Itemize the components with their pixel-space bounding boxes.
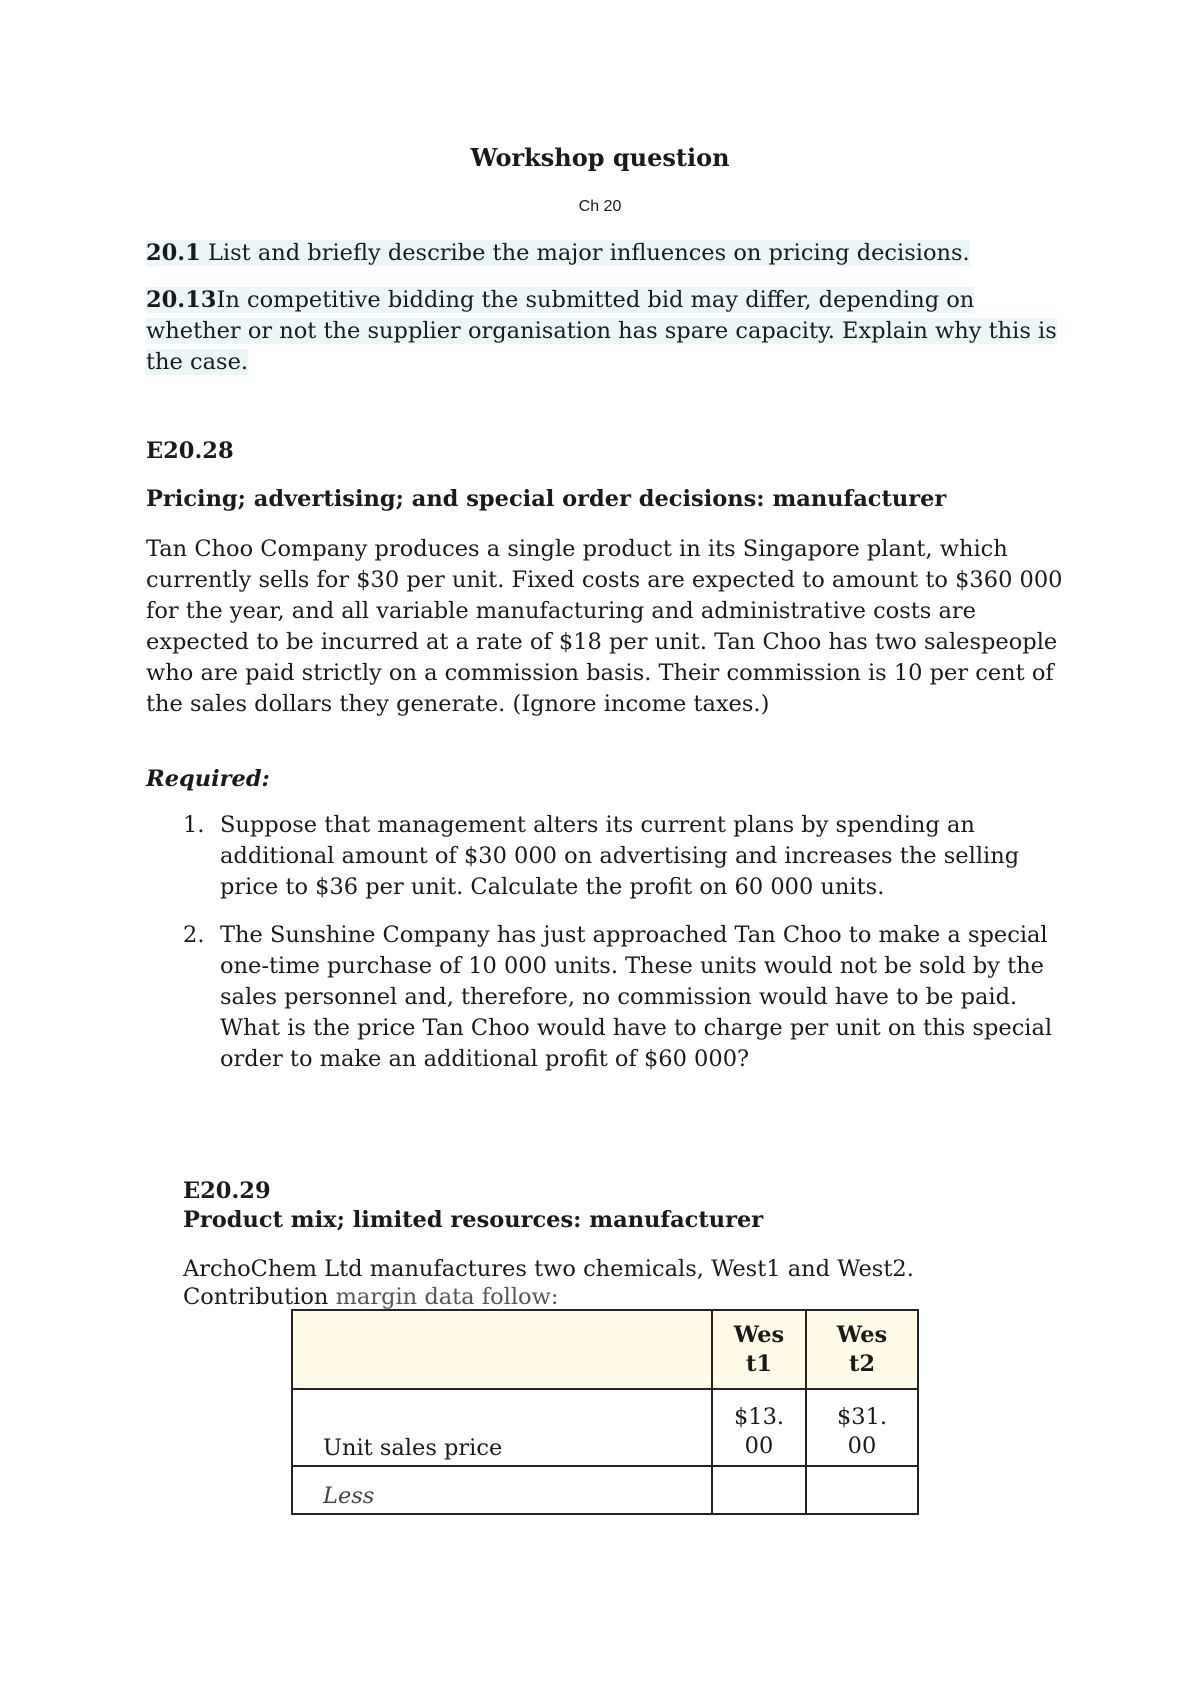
table-cell bbox=[292, 1466, 712, 1514]
table-cell bbox=[712, 1389, 806, 1466]
table-cell bbox=[806, 1466, 918, 1514]
cell-line: 00 bbox=[744, 1433, 774, 1459]
cell-line: $31. bbox=[836, 1404, 888, 1430]
required-list bbox=[180, 810, 1080, 903]
list-number: 2. bbox=[183, 922, 205, 948]
exercise-code: E20.29 bbox=[183, 1178, 271, 1204]
required-list-2 bbox=[180, 920, 1080, 1075]
cell-value bbox=[713, 1403, 805, 1465]
required-label: Required: bbox=[146, 766, 270, 792]
table-row bbox=[292, 1389, 918, 1466]
table-header-cell bbox=[806, 1310, 918, 1389]
table-cell bbox=[292, 1389, 712, 1466]
body-text: margin data follow: bbox=[335, 1284, 559, 1310]
table-cell bbox=[712, 1466, 806, 1514]
exercise-heading: Pricing; advertising; and special order decisions: manufacturer bbox=[146, 486, 947, 512]
cell-line: 00 bbox=[847, 1433, 877, 1459]
header-text: t1 bbox=[745, 1350, 773, 1377]
list-number: 1. bbox=[183, 812, 205, 838]
table-row bbox=[292, 1466, 918, 1514]
exercise-body bbox=[183, 1255, 1083, 1311]
row-label: Unit sales price bbox=[323, 1435, 503, 1461]
exercise-body: Tan Choo Company produces a single product in its Singapore plant, which currently sells for $30 per unit. Fixed costs are expected to amount to $360 000 for the year, and all variable manufacturing and administrative costs are expected to be incurred at a rate of $18 per unit. Tan Choo has two salespeople who are paid strictly on a commission basis. Their commission is 10 per cent of the sales dollars they generate. (Ignore income taxes.) bbox=[146, 536, 1063, 717]
question-number: 20.1 bbox=[146, 240, 201, 266]
table-header-cell bbox=[292, 1310, 712, 1389]
header-text: Wes bbox=[733, 1321, 785, 1348]
chapter-label: Ch 20 bbox=[578, 198, 622, 215]
question-number: 20.13 bbox=[146, 287, 217, 313]
table-cell bbox=[806, 1389, 918, 1466]
question-20-1 bbox=[146, 238, 1056, 269]
cell-value bbox=[807, 1403, 917, 1465]
table-header-row bbox=[292, 1310, 918, 1389]
contribution-margin-table bbox=[291, 1309, 919, 1515]
exercise-code: E20.28 bbox=[146, 438, 234, 464]
body-text: Contribution bbox=[183, 1284, 336, 1310]
row-label: Less bbox=[323, 1483, 375, 1509]
list-item-text: The Sunshine Company has just approached Tan Choo to make a special one-time purchase of 10 000 units. These units would not be sold by the sales personnel and, therefore, no commission would have to be paid. What is the price Tan Choo would have to charge per unit on this special order to make an additional profit of $60 000? bbox=[220, 922, 1053, 1072]
list-item bbox=[180, 920, 1080, 1075]
cell-line: $13. bbox=[733, 1404, 785, 1430]
exercise-heading: Product mix; limited resources: manufacturer bbox=[183, 1207, 764, 1233]
header-text: Wes bbox=[836, 1321, 888, 1348]
question-text: In competitive bidding the submitted bid may differ, depending on whether or not the supplier organisation has spare capacity. Explain why this is the case. bbox=[146, 287, 1057, 375]
body-line bbox=[183, 1283, 1083, 1311]
question-text: List and briefly describe the major influences on pricing decisions. bbox=[200, 240, 970, 266]
document-title: Workshop question bbox=[470, 143, 730, 172]
list-item-text: Suppose that management alters its current plans by spending an additional amount of $30 000 on advertising and increases the selling price to $36 per unit. Calculate the profit on 60 000 units. bbox=[220, 812, 1020, 900]
table-header-cell bbox=[712, 1310, 806, 1389]
list-item bbox=[180, 810, 1080, 903]
question-20-13 bbox=[146, 285, 1061, 378]
body-line: ArchoChem Ltd manufactures two chemicals, West1 and West2. bbox=[183, 1256, 914, 1282]
header-text: t2 bbox=[848, 1350, 876, 1377]
